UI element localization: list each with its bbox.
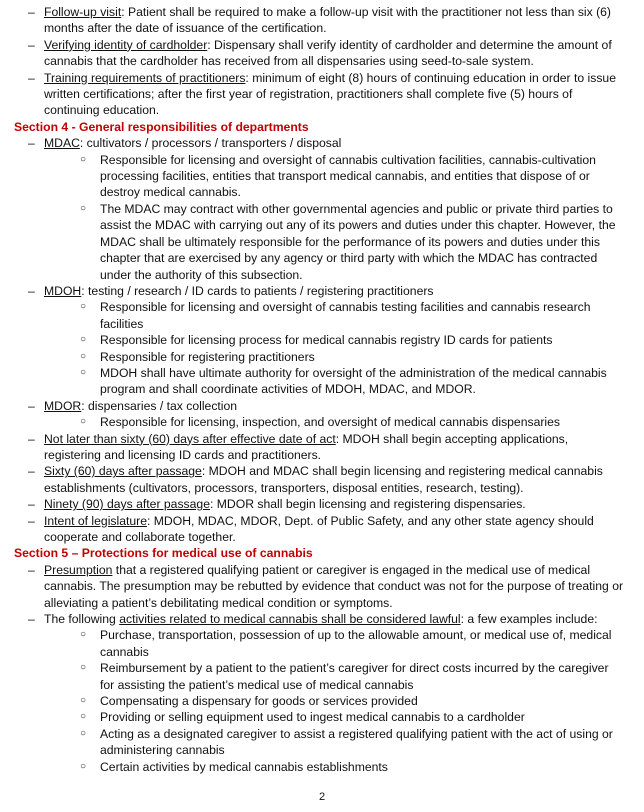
item-lead-underlined: Training requirements of practitioners [44, 70, 246, 85]
circle-bullet-icon: ○ [80, 366, 87, 378]
item-separator: : [81, 283, 85, 298]
dash-bullet-icon: – [28, 464, 35, 479]
sub-bullet-item [14, 627, 626, 660]
sub-bullet-item [14, 332, 626, 348]
bullet-item [14, 283, 626, 299]
sub-bullet-item [14, 299, 626, 332]
item-text: minimum of eight (8) hours of continuing education in order to issue written certifications; after the first year of registration, practitioners shall complete five (5) hours of continuing education. [44, 70, 616, 118]
item-separator: : [146, 513, 151, 528]
dash-bullet-icon: – [28, 562, 35, 577]
dash-bullet-icon: – [28, 497, 35, 512]
dash-bullet-icon: – [28, 283, 35, 298]
item-text: Certain activities by medical cannabis establishments [100, 759, 388, 774]
sub-bullet-item [14, 693, 626, 709]
item-separator: : [245, 70, 249, 85]
item-separator: : [460, 612, 465, 627]
dash-bullet-icon: – [28, 5, 35, 19]
bullet-item [14, 135, 626, 151]
circle-bullet-icon: ○ [80, 334, 87, 346]
section-heading: Section 5 – Protections for medical use of cannabis [14, 546, 313, 561]
item-text: Providing or selling equipment used to ingest medical cannabis to a cardholder [100, 710, 525, 725]
item-text: Responsible for registering practitioners [100, 349, 315, 364]
item-text: Patient shall be required to make a follow-up visit with the practitioner not less than six (6) months after the date of issuance of the certification. [44, 5, 611, 36]
bullet-item [14, 398, 626, 414]
section-heading: Section 4 - General responsibilities of departments [14, 119, 309, 134]
circle-bullet-icon: ○ [80, 629, 87, 641]
item-text: MDOH and MDAC shall begin licensing and registering medical cannabis establishments (cultivators, processors, transporters, disposal entities, research, testing). [44, 464, 603, 495]
item-text: Responsible for licensing, inspection, and oversight of medical cannabis dispensaries [100, 415, 561, 430]
item-lead-underlined: Intent of legislature [44, 513, 147, 528]
item-lead-underlined: MDAC [44, 136, 80, 151]
item-text: Responsible for licensing and oversight of cannabis testing facilities and cannabis research facilities [100, 300, 591, 331]
bullet-item [14, 431, 626, 464]
item-lead-underlined: activities related to medical cannabis shall be considered lawful [119, 612, 461, 627]
dash-bullet-icon: – [28, 431, 35, 446]
bullet-item [14, 4, 626, 37]
bullet-item [14, 496, 626, 512]
document-body [14, 4, 626, 775]
sub-bullet-item [14, 152, 626, 201]
bullet-item [14, 513, 626, 546]
bullet-item [14, 562, 626, 611]
item-text: a few examples include: [464, 612, 598, 627]
circle-bullet-icon: ○ [80, 350, 87, 362]
sub-bullet-item [14, 365, 626, 398]
item-separator: : [209, 497, 214, 512]
bullet-item [14, 37, 626, 70]
circle-bullet-icon: ○ [80, 153, 87, 165]
circle-bullet-icon: ○ [80, 662, 87, 674]
dash-bullet-icon: – [28, 612, 35, 627]
item-text: Responsible for licensing process for medical cannabis registry ID cards for patients [100, 333, 553, 348]
dash-bullet-icon: – [28, 136, 35, 151]
sub-bullet-item [14, 709, 626, 725]
bullet-item [14, 70, 626, 119]
dash-bullet-icon: – [28, 70, 35, 85]
item-text: MDOH, MDAC, MDOR, Dept. of Public Safety, and any other state agency should cooperate and collaborate together. [44, 513, 594, 544]
bullet-item [14, 611, 626, 627]
item-text: testing / research / ID cards to patients / registering practitioners [84, 283, 434, 298]
item-lead-underlined: Not later than sixty (60) days after effective date of act [44, 431, 336, 446]
circle-bullet-icon: ○ [80, 711, 87, 723]
item-text: MDOR shall begin licensing and registering dispensaries. [213, 497, 526, 512]
sub-bullet-item [14, 414, 626, 430]
item-text: dispensaries / tax collection [84, 398, 238, 413]
item-text: MDOH shall begin accepting applications, registering and licensing ID cards and practitioners. [44, 431, 569, 462]
sub-bullet-item [14, 660, 626, 693]
circle-bullet-icon: ○ [80, 416, 87, 428]
sub-bullet-item [14, 349, 626, 365]
item-lead-underlined: Presumption [44, 562, 113, 577]
item-text: Purchase, transportation, possession of up to the allowable amount, or medical use of, medical cannabis [100, 628, 612, 659]
dash-bullet-icon: – [28, 513, 35, 528]
bullet-item [14, 463, 626, 496]
sub-bullet-item [14, 726, 626, 759]
item-lead-underlined: Follow-up visit [44, 5, 122, 19]
page-number: 2 [318, 791, 326, 803]
item-text: MDOH shall have ultimate authority for oversight of the administration of the medical cannabis program and shall coordinate activities of MDOH, MDAC, and MDOR. [100, 365, 607, 397]
circle-bullet-icon: ○ [80, 301, 87, 313]
circle-bullet-icon: ○ [80, 202, 87, 214]
item-text: Responsible for licensing and oversight of cannabis cultivation facilities, cannabis-cultivation processing facilities, entities that transport medical cannabis, and entities that dispose of or destroy medical cannabis. [100, 152, 596, 200]
item-lead-underlined: MDOH [44, 283, 82, 298]
item-lead-underlined: Ninety (90) days after passage [44, 497, 210, 512]
circle-bullet-icon: ○ [80, 760, 87, 772]
dash-bullet-icon: – [28, 398, 35, 413]
item-lead-underlined: MDOR [44, 398, 82, 413]
item-text: The MDAC may contract with other governmental agencies and public or private third parties to assist the MDAC with carrying out any of its powers and duties under this chapter. However, the MDAC shall be ultimately responsible for the performance of its powers and duties under this chapter that are exercised by any agency or third party with which the MDAC has contracted under the authority of this subsection. [100, 201, 616, 282]
item-text: Reimbursement by a patient to the patient’s caregiver for direct costs incurred by the caregiver for assisting the patient’s medical use of medical cannabis [100, 661, 609, 692]
item-text: Compensating a dispensary for goods or services provided [100, 694, 418, 709]
item-prefix: The following [44, 612, 120, 627]
item-lead-underlined: Verifying identity of cardholder [44, 37, 208, 52]
item-lead-underlined: Sixty (60) days after passage [44, 464, 202, 479]
item-text: cultivators / processors / transporters / disposal [83, 136, 342, 151]
item-separator: : [335, 431, 340, 446]
sub-bullet-item [14, 201, 626, 283]
item-text: Dispensary shall verify identity of cardholder and determine the amount of cannabis that the cardholder has received from all dispensaries using seed-to-sale system. [44, 37, 612, 69]
item-separator: : [207, 37, 211, 52]
item-separator: : [201, 464, 206, 479]
item-separator: : [81, 398, 85, 413]
dash-bullet-icon: – [28, 37, 35, 52]
circle-bullet-icon: ○ [80, 695, 87, 707]
item-separator: : [79, 136, 84, 151]
sub-bullet-item [14, 759, 626, 775]
item-separator: : [121, 5, 125, 19]
item-text: Acting as a designated caregiver to assist a registered qualifying patient with the act of using or administering cannabis [100, 726, 613, 758]
circle-bullet-icon: ○ [80, 727, 87, 739]
item-text: that a registered qualifying patient or caregiver is engaged in the medical use of medical cannabis. The presumption may be rebutted by evidence that conduct was not for the purpose of treating or alleviating a patient’s debilitating medical condition or symptoms. [44, 562, 624, 610]
